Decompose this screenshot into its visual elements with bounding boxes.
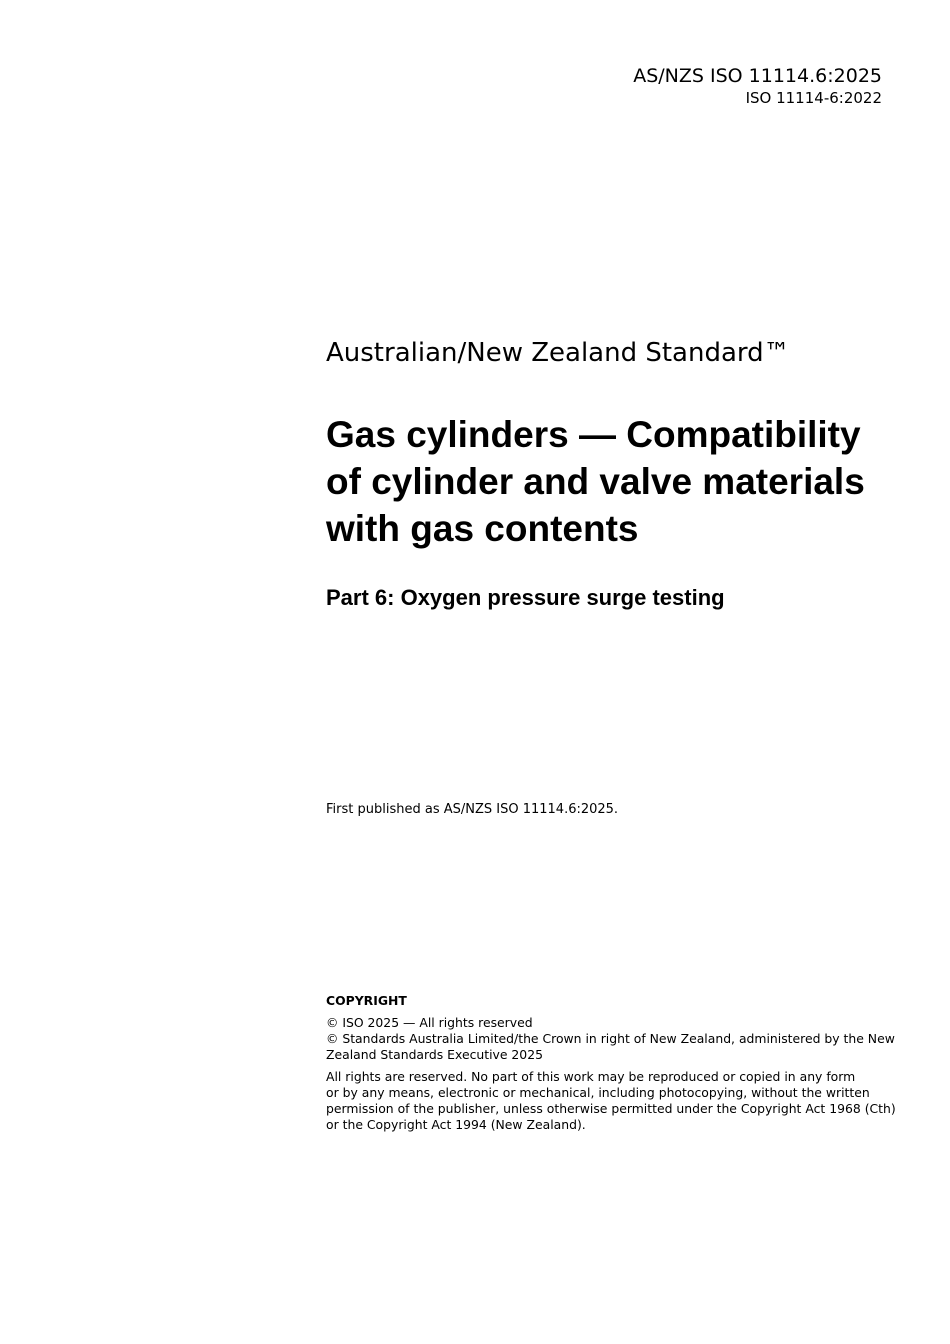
title-line: with gas contents — [326, 508, 639, 549]
rights-notice-line: or by any means, electronic or mechanical, including photocopying, without the written — [326, 1085, 870, 1100]
rights-notice — [326, 1069, 896, 1133]
title-line: Gas cylinders — Compatibility — [326, 414, 861, 455]
sa-copyright-line: © Standards Australia Limited/the Crown in right of New Zealand, administered by the New — [326, 1031, 895, 1046]
document-title — [326, 411, 896, 552]
standard-designations — [633, 64, 882, 108]
iso-standard-number: ISO 11114-6:2022 — [745, 89, 882, 107]
rights-notice-line: All rights are reserved. No part of this work may be reproduced or copied in any form — [326, 1069, 856, 1084]
iso-copyright-line: © ISO 2025 — All rights reserved — [326, 1015, 533, 1030]
document-part-title: Part 6: Oxygen pressure surge testing — [326, 585, 725, 610]
standard-number: AS/NZS ISO 11114.6:2025 — [633, 65, 882, 87]
standard-series-label: Australian/New Zealand Standard™ — [326, 338, 790, 368]
copyright-block — [326, 993, 896, 1133]
publication-history: First published as AS/NZS ISO 11114.6:2025. — [326, 802, 619, 817]
rights-notice-line: or the Copyright Act 1994 (New Zealand). — [326, 1117, 586, 1132]
sa-copyright-line: Zealand Standards Executive 2025 — [326, 1047, 543, 1062]
rights-notice-line: permission of the publisher, unless otherwise permitted under the Copyright Act 1968 (Cth) — [326, 1101, 896, 1116]
title-line: of cylinder and valve materials — [326, 461, 865, 502]
copyright-heading: COPYRIGHT — [326, 993, 407, 1008]
